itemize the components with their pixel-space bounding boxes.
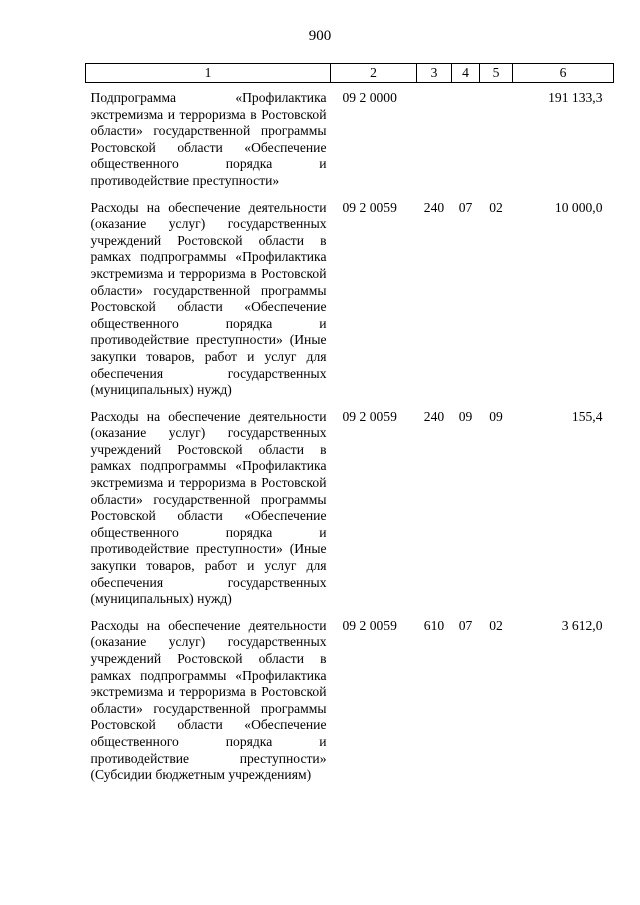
- row-col3: 240: [423, 199, 445, 215]
- header-col-1: 1: [86, 64, 331, 83]
- table-row: [86, 610, 614, 786]
- row-col4: 07: [458, 617, 473, 633]
- row-col5: [480, 83, 513, 192]
- row-col5: 09: [489, 408, 503, 424]
- table-row: [86, 192, 614, 401]
- header-col-3: 3: [417, 64, 452, 83]
- row-code: 09 2 0059: [342, 408, 397, 424]
- budget-table: [85, 63, 614, 786]
- row-col4: 07: [458, 199, 473, 215]
- table-row: [86, 83, 614, 192]
- page-number: 900: [308, 28, 332, 44]
- row-col5: 02: [489, 617, 503, 633]
- table-header-row: [86, 64, 614, 83]
- row-col3: 610: [423, 617, 445, 633]
- header-col-4: 4: [452, 64, 480, 83]
- row-amount: 10 000,0: [554, 199, 603, 215]
- header-col-5: 5: [480, 64, 513, 83]
- row-description: Расходы на обеспечение деятельности (оказание услуг) государственных учреждений Ростовской области в рамках подпрограммы «Профилактика экстремизма и терроризма в Ростовской области» государственной программы Ростовской области «Обеспечение общественного порядка и противодействие преступности» (Иные закупки товаров, работ и услуг для обеспечения государственных (муниципальных) нужд): [90, 408, 327, 607]
- header-col-6: 6: [513, 64, 614, 83]
- row-code: 09 2 0059: [342, 617, 397, 633]
- row-description: Подпрограмма «Профилактика экстремизма и терроризма в Ростовской области» государственной программы Ростовской области «Обеспечение общественного порядка и противодействие преступности»: [90, 90, 327, 188]
- row-amount: 191 133,3: [548, 90, 603, 105]
- row-col4: [452, 83, 480, 192]
- row-description: Расходы на обеспечение деятельности (оказание услуг) государственных учреждений Ростовской области в рамках подпрограммы «Профилактика экстремизма и терроризма в Ростовской области» государственной программы Ростовской области «Обеспечение общественного порядка и противодействие преступности» (Субсидии бюджетным учреждениям): [90, 617, 327, 783]
- header-col-2: 2: [331, 64, 417, 83]
- row-col3: [417, 83, 452, 192]
- row-amount: 155,4: [571, 408, 603, 424]
- row-amount: 3 612,0: [561, 617, 603, 633]
- row-col3: 240: [423, 408, 445, 424]
- row-col5: 02: [489, 199, 503, 215]
- row-description: Расходы на обеспечение деятельности (оказание услуг) государственных учреждений Ростовской области в рамках подпрограммы «Профилактика экстремизма и терроризма в Ростовской области» государственной программы Ростовской области «Обеспечение общественного порядка и противодействие преступности» (Иные закупки товаров, работ и услуг для обеспечения государственных (муниципальных) нужд): [90, 199, 327, 398]
- table-row: [86, 401, 614, 610]
- row-code: 09 2 0059: [342, 199, 397, 215]
- row-col4: 09: [458, 408, 473, 424]
- row-code: 09 2 0000: [342, 90, 397, 105]
